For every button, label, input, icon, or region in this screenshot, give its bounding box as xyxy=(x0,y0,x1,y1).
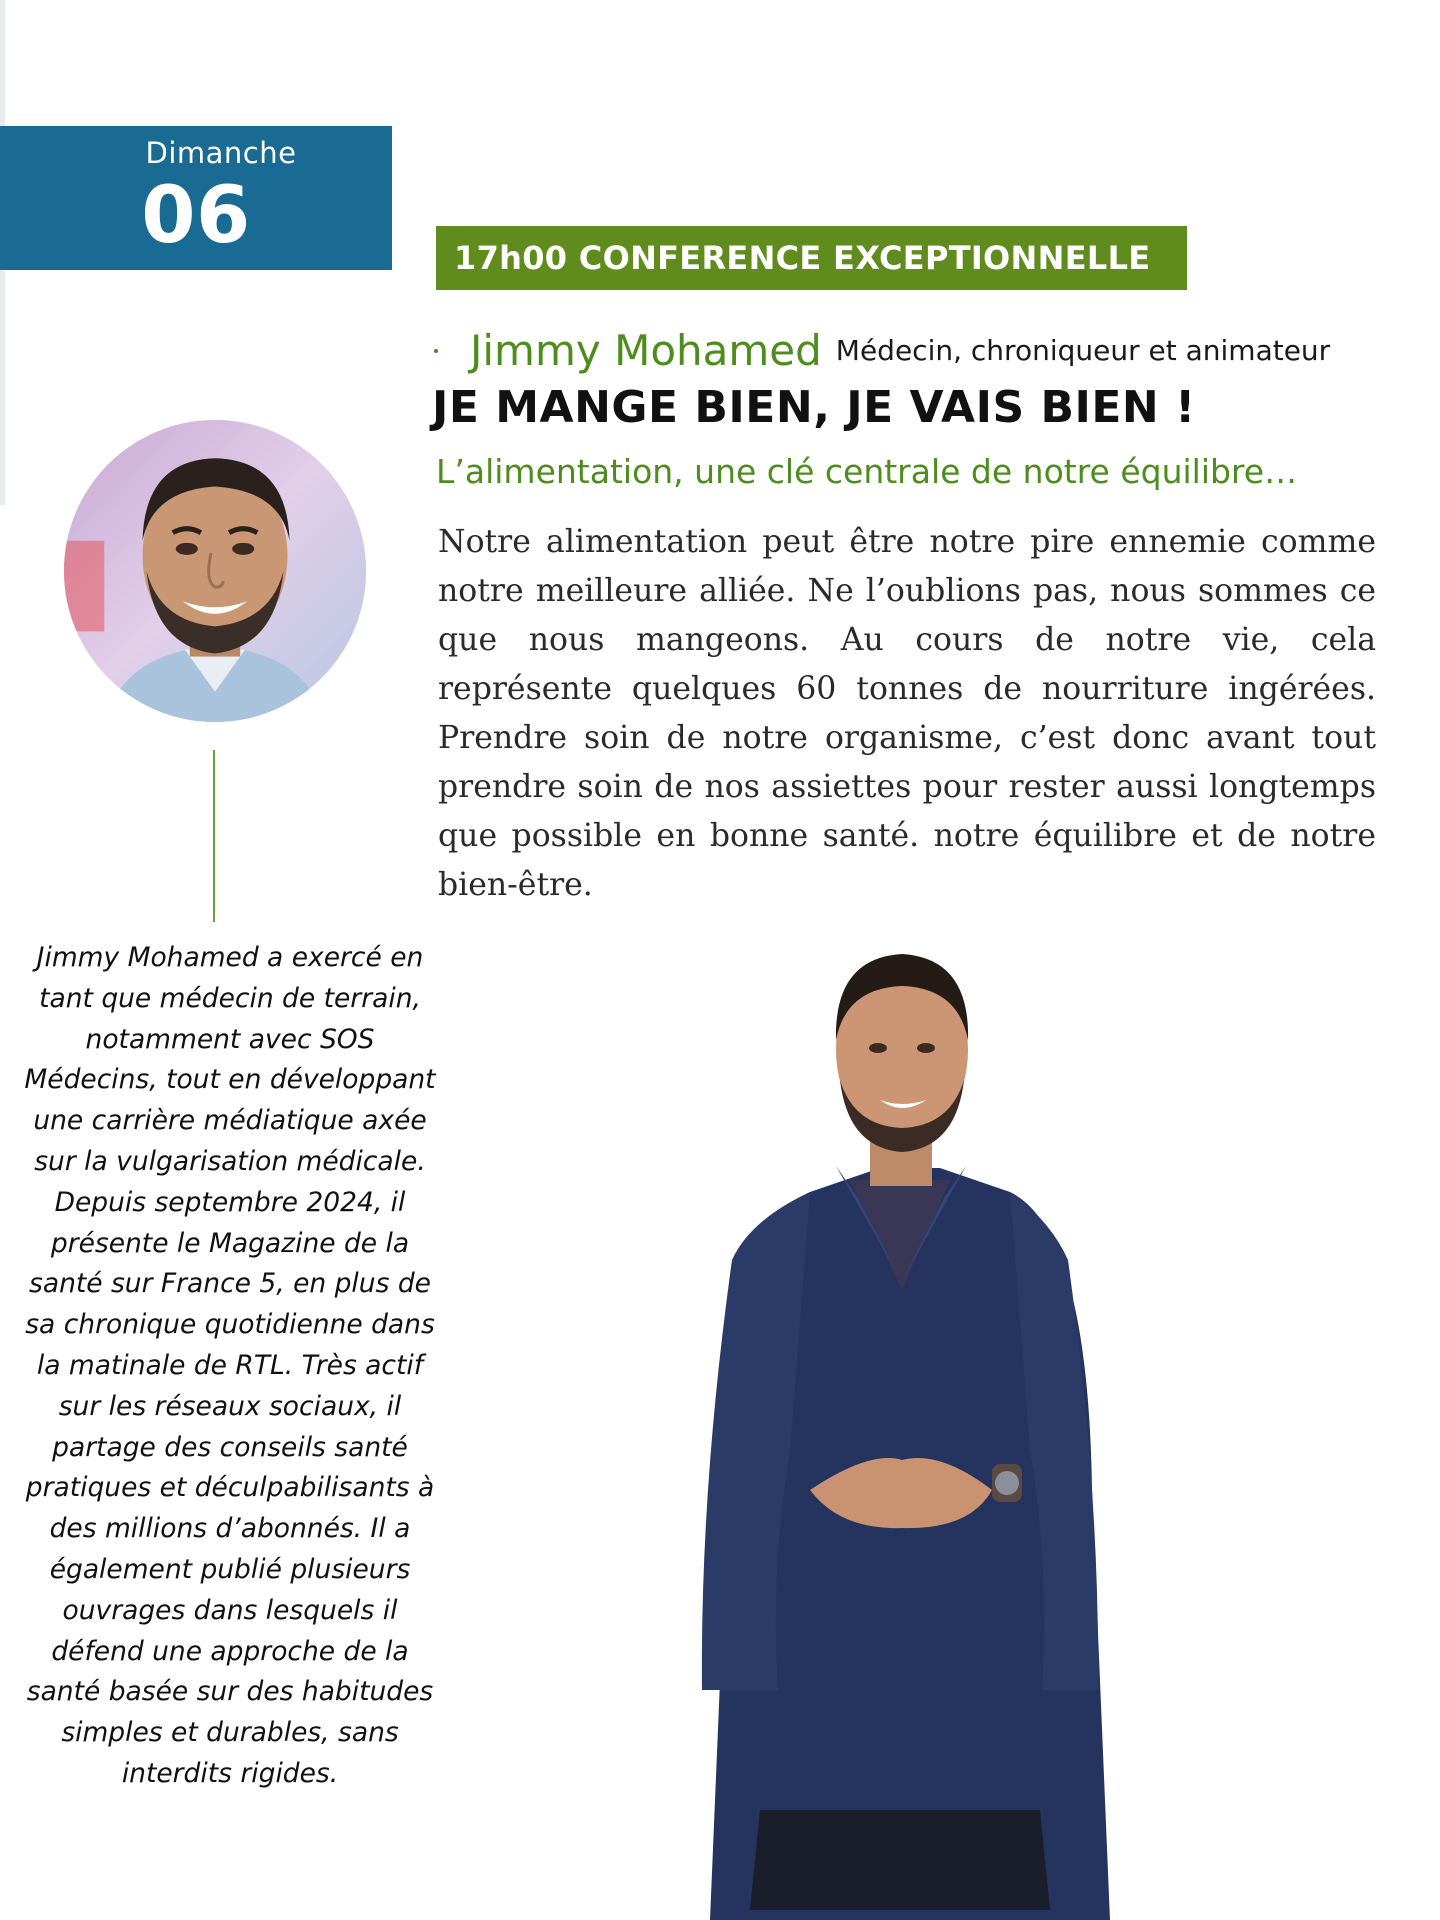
talk-title: JE MANGE BIEN, JE VAIS BIEN ! xyxy=(432,382,1196,433)
date-day-month: 06 juillet xyxy=(67,171,325,349)
date-banner xyxy=(0,126,392,349)
portrait-illustration xyxy=(64,420,366,722)
speaker-name: Jimmy Mohamed xyxy=(470,326,822,375)
speaker-line xyxy=(434,326,1384,375)
connector-line xyxy=(213,750,215,922)
talk-description: Notre alimentation peut être notre pire ennemie comme notre meilleure alliée. Ne l’oublions pas, nous sommes ce que nous mangeons. Au cours de notre vie, cela représente quelques 60 tonnes de nourriture ingérées. Prendre soin de notre organisme, c’est donc avant tout prendre soin de nos assiettes pour rester aussi longtemps que possible en bonne santé. notre équilibre et de notre bien-être. xyxy=(438,524,1376,903)
speaker-role: Médecin, chroniqueur et animateur xyxy=(835,334,1331,367)
date-weekday: Dimanche xyxy=(145,136,297,170)
event-time-banner: 17h00 CONFERENCE EXCEPTIONNELLE xyxy=(436,226,1187,290)
speaker-biography: Jimmy Mohamed a exercé en tant que médecin de terrain, notamment avec SOS Médecins, tout en développant une carrière médiatique axée sur la vulgarisation médicale. Depuis septembre 2024, il présente le Magazine de la santé sur France 5, en plus de sa chronique quotidienne dans la matinale de RTL. Très actif sur les réseaux sociaux, il partage des conseils santé pratiques et déculpabilisants à des millions d’abonnés. Il a également publié plusieurs ouvrages dans lesquels il défend une approche de la santé basée sur des habitudes simples et durables, sans interdits rigides. xyxy=(24,942,436,1789)
speaker-full-photo xyxy=(640,930,1160,1920)
speaker-portrait-circle xyxy=(64,420,366,722)
talk-subtitle: L’alimentation, une clé centrale de notre équilibre… xyxy=(436,452,1298,491)
standing-speaker-illustration xyxy=(640,930,1160,1920)
bullet-dot xyxy=(434,349,438,353)
